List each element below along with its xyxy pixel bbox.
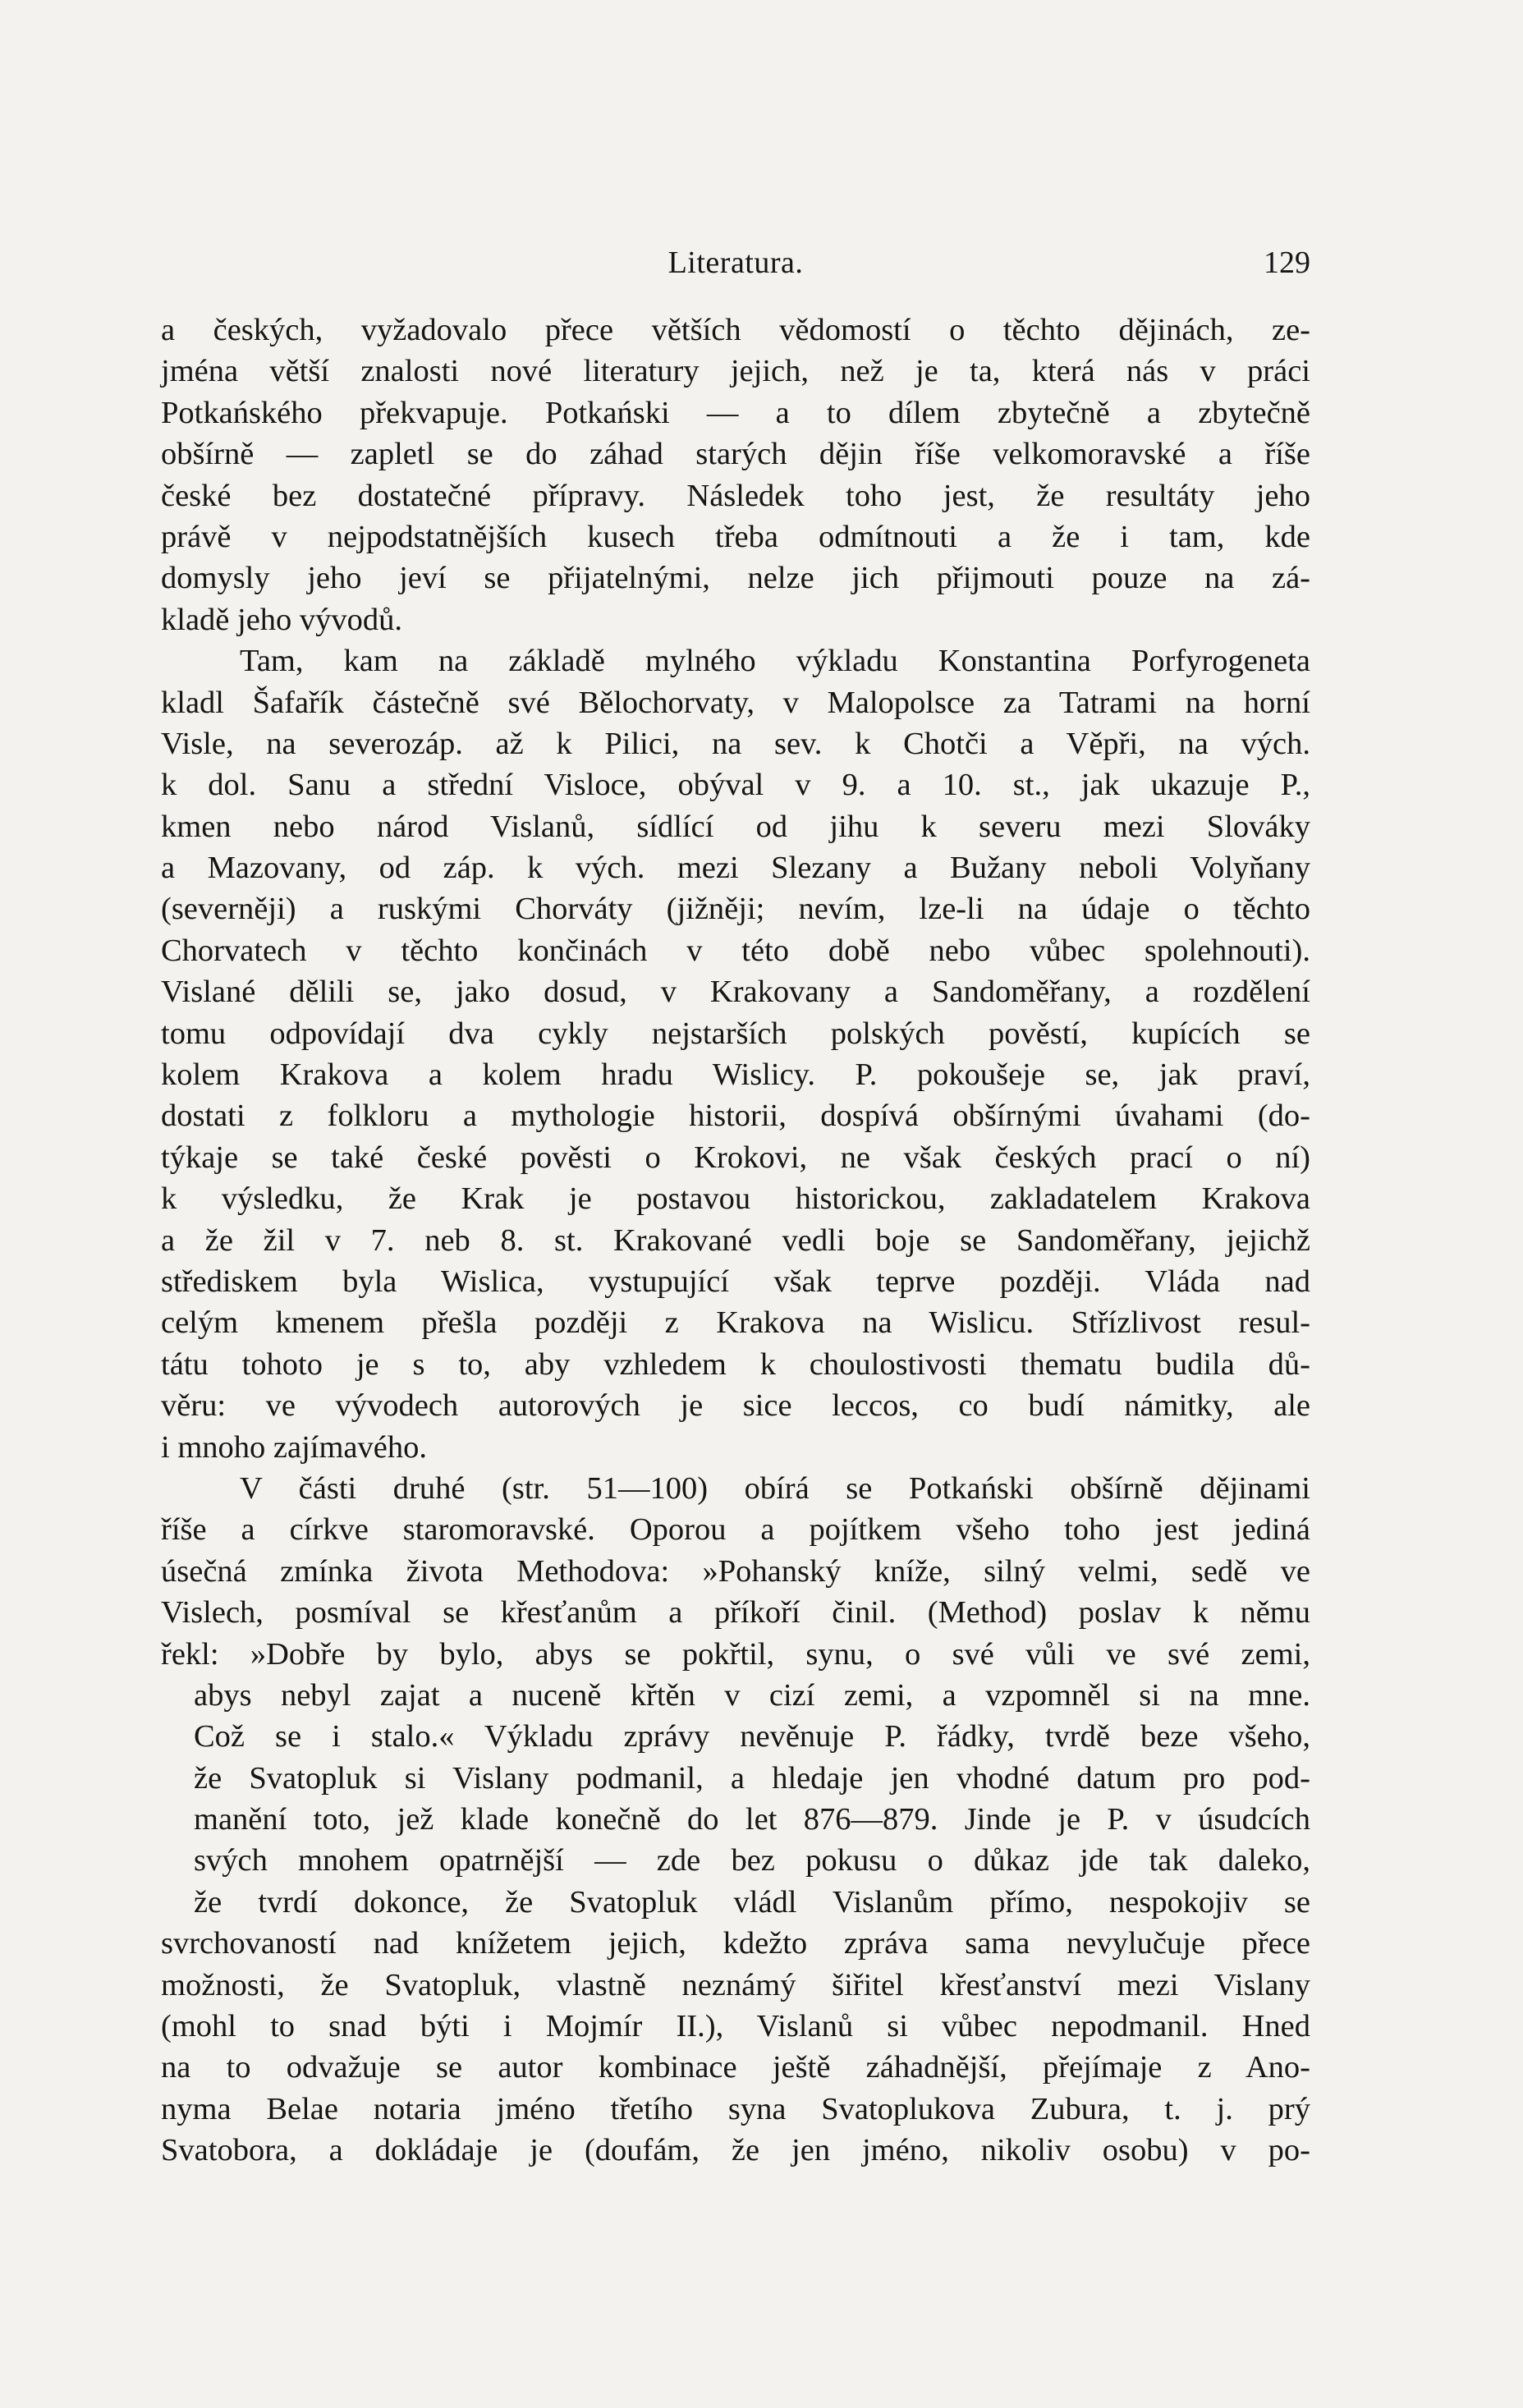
text-line: abys nebyl zajat a nuceně křtěn v cizí zemi, a vzpomněl si na mne.: [194, 1677, 1310, 1713]
text-line: úsečná zmínka života Methodova: »Pohanský kníže, silný velmi, sedě ve: [161, 1553, 1310, 1589]
text-line: Svatobora, a dokládaje je (doufám, že jen jméno, nikoliv osobu) v po-: [161, 2133, 1310, 2168]
page-header: [161, 245, 1310, 286]
text-line: Vislech, posmíval se křesťanům a příkoří činil. (Method) poslav k němu: [161, 1595, 1310, 1631]
text-line: Chorvatech v těchto končinách v této době nebo vůbec spolehnouti).: [161, 933, 1310, 968]
text-line: že Svatopluk si Vislany podmanil, a hledaje jen vhodné datum pro pod-: [194, 1760, 1310, 1796]
text-line: že tvrdí dokonce, že Svatopluk vládl Vislanům přímo, nespokojiv se: [194, 1884, 1310, 1920]
text-line: a že žil v 7. neb 8. st. Krakované vedli boje se Sandoměřany, jejichž: [161, 1222, 1310, 1258]
text-line: právě v nejpodstatnějších kusech třeba odmítnouti a že i tam, kde: [161, 519, 1310, 554]
text-line: na to odvažuje se autor kombinace ještě záhadnější, přejímaje z Ano-: [161, 2050, 1310, 2085]
text-line: manění toto, jež klade konečně do let 876—879. Jinde je P. v úsudcích: [194, 1802, 1310, 1837]
text-line: střediskem byla Wislica, vystupující však teprve později. Vláda nad: [161, 1264, 1310, 1299]
text-line: domysly jeho jeví se přijatelnými, nelze jich přijmouti pouze na zá-: [161, 561, 1310, 596]
text-line: obšírně — zapletl se do záhad starých dějin říše velkomoravské a říše: [161, 437, 1310, 472]
text-line: nyma Belae notaria jméno třetího syna Svatoplukova Zubura, t. j. prý: [161, 2091, 1310, 2126]
paragraph-start-line: V části druhé (str. 51—100) obírá se Potkański obšírně dějinami: [240, 1470, 1310, 1506]
text-line: svrchovaností nad knížetem jejich, kdežto zpráva sama nevylučuje přece: [161, 1926, 1310, 1961]
text-line: a Mazovany, od záp. k vých. mezi Slezany a Bužany neboli Volyňany: [161, 851, 1310, 886]
text-line: k dol. Sanu a střední Visloce, obýval v 9. a 10. st., jak ukazuje P.,: [161, 768, 1310, 803]
text-line: kmen nebo národ Vislanů, sídlící od jihu k severu mezi Slováky: [161, 809, 1310, 844]
text-line: řekl: »Dobře by bylo, abys se pokřtil, synu, o své vůli ve své zemi,: [161, 1636, 1310, 1672]
text-line: říše a církve staromoravské. Oporou a pojítkem všeho toho jest jediná: [161, 1512, 1310, 1548]
text-line: Což se i stalo.« Výkladu zprávy nevěnuje P. řádky, tvrdě beze všeho,: [194, 1719, 1310, 1754]
text-line: tátu tohoto je s to, aby vzhledem k choulostivosti thematu budila dů-: [161, 1346, 1310, 1382]
text-line: věru: ve vývodech autorových je sice leccos, co budí námitky, ale: [161, 1388, 1310, 1424]
text-line: dostati z folkloru a mythologie historii, dospívá obšírnými úvahami (do-: [161, 1099, 1310, 1134]
text-line: jména větší znalosti nové literatury jejich, než je ta, která nás v práci: [161, 354, 1310, 389]
text-line: kladl Šafařík částečně své Bělochorvaty, v Malopolsce za Tatrami na horní: [161, 685, 1310, 720]
text-line: (mohl to snad býti i Mojmír II.), Vislanů si vůbec nepodmanil. Hned: [161, 2009, 1310, 2044]
text-line: Vislané dělili se, jako dosud, v Krakovany a Sandoměřany, a rozdělení: [161, 975, 1310, 1010]
text-line: české bez dostatečné přípravy. Následek toho jest, že resultáty jeho: [161, 478, 1310, 513]
text-line: Potkańského překvapuje. Potkański — a to dílem zbytečně a zbytečně: [161, 395, 1310, 430]
body-text: [161, 310, 1310, 2172]
text-line: Visle, na severozáp. až k Pilici, na sev. k Chotči a Věpři, na vých.: [161, 726, 1310, 761]
text-line: (severněji) a ruskými Chorváty (jižněji; nevím, lze-li na údaje o těchto: [161, 892, 1310, 927]
paragraph-start-line: Tam, kam na základě mylného výkladu Konstantina Porfyrogeneta: [240, 644, 1310, 679]
text-line: k výsledku, že Krak je postavou historickou, zakladatelem Krakova: [161, 1181, 1310, 1217]
text-line: kolem Krakova a kolem hradu Wislicy. P. pokoušeje se, jak praví,: [161, 1057, 1310, 1093]
text-line: možnosti, že Svatopluk, vlastně neznámý šiřitel křesťanství mezi Vislany: [161, 1967, 1310, 2002]
text-line: a českých, vyžadovalo přece větších vědomostí o těchto dějinách, ze-: [161, 313, 1310, 347]
text-line: celým kmenem přešla později z Krakova na Wislicu. Střízlivost resul-: [161, 1305, 1310, 1341]
text-line: svých mnohem opatrnější — zde bez pokusu o důkaz jde tak daleko,: [194, 1843, 1310, 1878]
running-title: Literatura.: [667, 245, 804, 280]
text-line: tomu odpovídají dva cykly nejstarších polských pověstí, kupících se: [161, 1016, 1310, 1051]
page-number: 129: [1264, 245, 1310, 280]
text-line: týkaje se také české pověsti o Krokovi, ne však českých prací o ní): [161, 1140, 1310, 1175]
text-line: i mnoho zajímavého.: [161, 1429, 427, 1465]
text-line: kladě jeho vývodů.: [161, 602, 403, 637]
